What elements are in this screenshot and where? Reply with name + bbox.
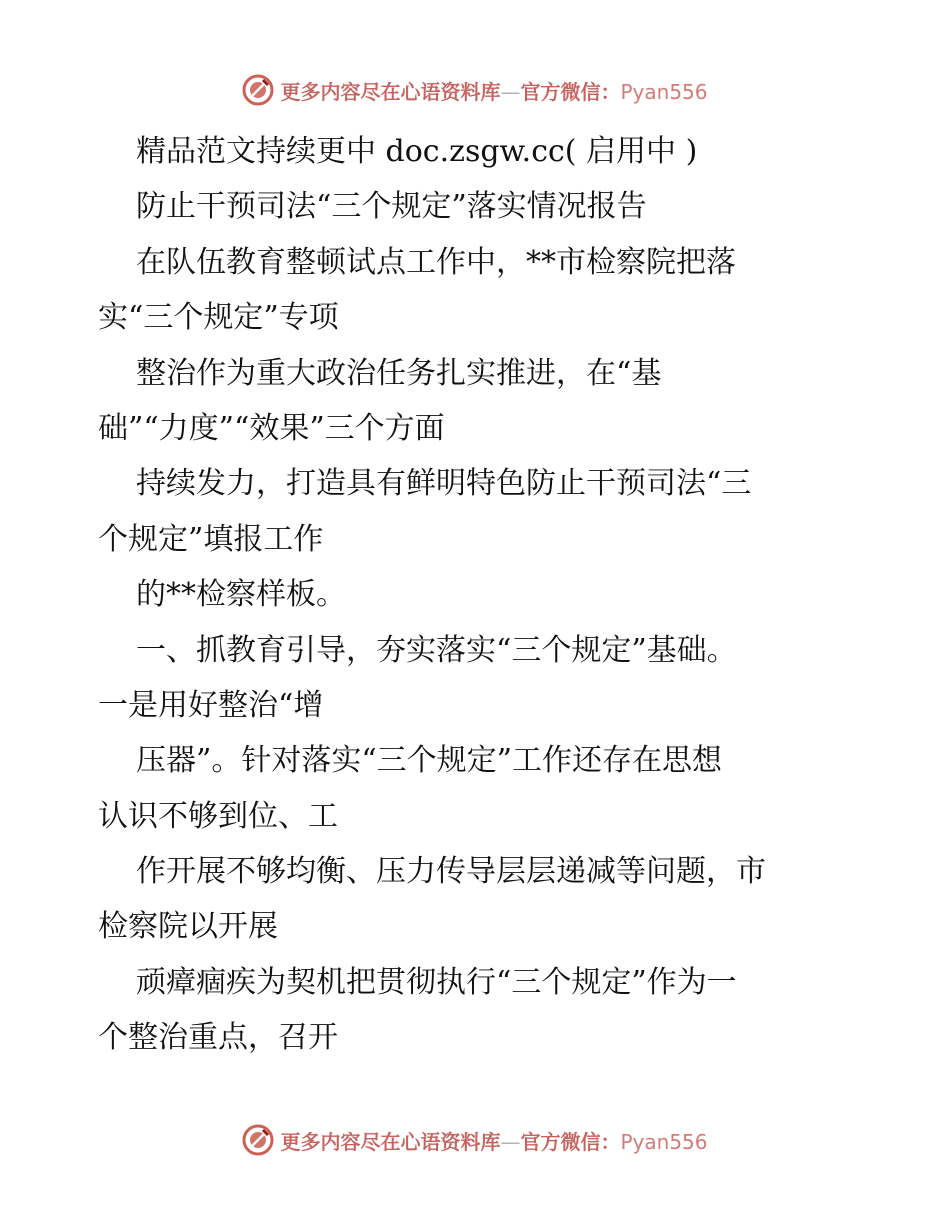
- footer-banner: [0, 1120, 950, 1160]
- banner-wechat-account: Pyan556: [620, 79, 708, 104]
- text-line: 防止干预司法“三个规定”落实情况报告: [136, 189, 647, 225]
- banner-wechat-label: 官方微信：: [520, 1129, 621, 1154]
- header-banner: [0, 70, 950, 110]
- text-line: 作开展不够均衡、压力传导层层递减等问题，市: [136, 854, 766, 890]
- text-line: 础”“力度”“效果”三个方面: [98, 410, 445, 446]
- document-body: [98, 124, 858, 1066]
- text-line: 持续发力，打造具有鲜明特色防止干预司法“三: [136, 466, 752, 502]
- text-line: 认识不够到位、工: [98, 798, 338, 834]
- text-line: 一是用好整治“增: [98, 687, 324, 723]
- banner-text: [280, 1126, 707, 1155]
- text-line: 实“三个规定”专项: [98, 300, 339, 336]
- text-line: 的**检察样板。: [136, 577, 346, 613]
- banner-site-text: 更多内容尽在心语资料库: [280, 1129, 501, 1154]
- text-line: 精品范文持续更中 doc.zsgw.cc( 启用中 ): [136, 134, 698, 169]
- banner-wechat-label: 官方微信：: [520, 79, 621, 104]
- text-line: 一、抓教育引导，夯实落实“三个规定”基础。: [136, 632, 737, 668]
- banner-separator: —: [500, 79, 521, 104]
- banner-site-text: 更多内容尽在心语资料库: [280, 79, 501, 104]
- text-line: 检察院以开展: [98, 909, 278, 945]
- banner-separator: —: [500, 1129, 521, 1154]
- red-seal-logo-icon: [242, 1124, 274, 1156]
- banner-text: [280, 76, 707, 105]
- text-line: 顽瘴痼疾为契机把贯彻执行“三个规定”作为一: [136, 964, 737, 1000]
- text-line: 个规定”填报工作: [98, 521, 324, 557]
- text-line: 压器”。针对落实“三个规定”工作还存在思想: [136, 743, 723, 779]
- text-line: 个整治重点，召开: [98, 1020, 338, 1056]
- text-line: 在队伍教育整顿试点工作中，**市检察院把落: [136, 244, 736, 280]
- text-line: 整治作为重大政治任务扎实推进，在“基: [136, 355, 662, 391]
- banner-wechat-account: Pyan556: [620, 1129, 708, 1154]
- red-seal-logo-icon: [242, 74, 274, 106]
